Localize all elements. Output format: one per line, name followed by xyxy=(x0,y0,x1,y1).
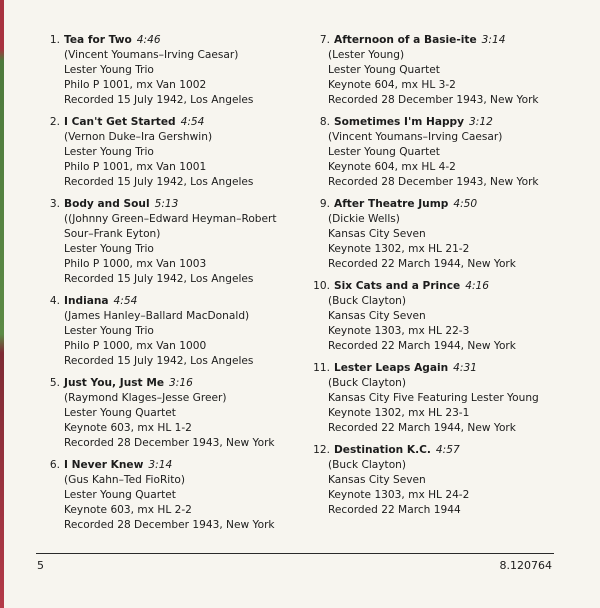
track-detail-line: Recorded 15 July 1942, Los Angeles xyxy=(64,176,254,188)
track-duration: 4:57 xyxy=(435,444,460,456)
track-detail-line: (Dickie Wells) xyxy=(328,213,400,225)
track-detail-line: Recorded 22 March 1944, New York xyxy=(328,258,516,270)
track-heading xyxy=(310,33,585,48)
track-detail-line: Lester Young Trio xyxy=(64,325,154,337)
track-detail-line: Lester Young Quartet xyxy=(64,489,176,501)
track-detail-line: Recorded 22 March 1944, New York xyxy=(328,340,516,352)
track-detail-line: Lester Young Trio xyxy=(64,64,154,76)
track-detail-line: Sour–Frank Eyton) xyxy=(64,228,161,240)
track-heading xyxy=(310,115,585,130)
track-entry xyxy=(310,361,585,436)
track-entry xyxy=(42,294,304,369)
track-detail-line: Keynote 1302, mx HL 23-1 xyxy=(328,407,470,419)
track-title: I Never Knew xyxy=(64,459,144,471)
track-number: 4. xyxy=(49,295,60,307)
track-duration: 4:46 xyxy=(136,34,161,46)
catalog-number: 8.120764 xyxy=(499,559,552,572)
track-detail-line: Kansas City Seven xyxy=(328,474,426,486)
track-detail-line: Lester Young Quartet xyxy=(328,64,440,76)
track-heading xyxy=(42,294,304,309)
track-detail-line: Recorded 22 March 1944 xyxy=(328,504,461,516)
track-detail-line: (Lester Young) xyxy=(328,49,405,61)
track-detail-line: (Vincent Youmans–Irving Caesar) xyxy=(64,49,239,61)
track-heading xyxy=(310,197,585,212)
track-detail-line: Recorded 28 December 1943, New York xyxy=(64,437,275,449)
track-duration: 5:13 xyxy=(154,198,179,210)
track-detail-line: (James Hanley–Ballard MacDonald) xyxy=(64,310,250,322)
track-entry xyxy=(42,376,304,451)
track-title: Destination K.C. xyxy=(334,444,431,456)
track-detail-line: Recorded 28 December 1943, New York xyxy=(328,94,539,106)
track-heading xyxy=(42,33,304,48)
track-number: 8. xyxy=(319,116,330,128)
track-detail-line: Philo P 1001, mx Van 1002 xyxy=(64,79,207,91)
track-number: 12. xyxy=(313,444,330,456)
track-entry xyxy=(42,33,304,108)
track-duration: 3:14 xyxy=(481,34,506,46)
track-number: 6. xyxy=(49,459,60,471)
track-detail-line: Keynote 603, mx HL 1-2 xyxy=(64,422,192,434)
track-detail-line: ((Johnny Green–Edward Heyman–Robert xyxy=(64,213,277,225)
track-detail-line: Keynote 604, mx HL 4-2 xyxy=(328,161,456,173)
track-entry xyxy=(42,197,304,287)
track-entry xyxy=(310,197,585,272)
track-detail-line: Recorded 22 March 1944, New York xyxy=(328,422,516,434)
track-detail-line: (Raymond Klages–Jesse Greer) xyxy=(64,392,227,404)
track-title: After Theatre Jump xyxy=(334,198,449,210)
track-detail-line: (Gus Kahn–Ted FioRito) xyxy=(64,474,186,486)
track-detail-line: Kansas City Seven xyxy=(328,310,426,322)
track-number: 7. xyxy=(319,34,330,46)
track-duration: 4:50 xyxy=(453,198,478,210)
track-duration: 4:16 xyxy=(465,280,489,292)
track-number: 2. xyxy=(49,116,60,128)
track-entry xyxy=(310,115,585,190)
track-detail-line: Lester Young Quartet xyxy=(64,407,176,419)
track-number: 9. xyxy=(319,198,330,210)
track-detail-line: Philo P 1000, mx Van 1000 xyxy=(64,340,207,352)
track-title: Tea for Two xyxy=(64,34,132,46)
track-title: Lester Leaps Again xyxy=(334,362,449,374)
track-duration: 4:54 xyxy=(113,295,138,307)
track-number: 1. xyxy=(49,34,60,46)
page-number: 5 xyxy=(37,559,44,572)
track-entry xyxy=(42,458,304,533)
track-list-left xyxy=(42,33,304,540)
track-duration: 3:12 xyxy=(469,116,493,128)
track-detail-line: Lester Young Quartet xyxy=(328,146,440,158)
track-entry xyxy=(310,443,585,518)
track-heading xyxy=(42,197,304,212)
track-heading xyxy=(42,376,304,391)
track-number: 10. xyxy=(313,280,330,292)
track-number: 11. xyxy=(313,362,330,374)
track-detail-line: (Vernon Duke–Ira Gershwin) xyxy=(64,131,213,143)
track-title: Afternoon of a Basie-ite xyxy=(334,34,477,46)
track-detail-line: (Buck Clayton) xyxy=(328,377,407,389)
track-heading xyxy=(42,458,304,473)
track-detail-line: Keynote 1303, mx HL 24-2 xyxy=(328,489,470,501)
track-detail-line: Lester Young Trio xyxy=(64,146,154,158)
track-detail-line: Keynote 1302, mx HL 21-2 xyxy=(328,243,470,255)
track-detail-line: Lester Young Trio xyxy=(64,243,154,255)
track-detail-line: Philo P 1000, mx Van 1003 xyxy=(64,258,207,270)
track-heading xyxy=(310,443,585,458)
track-detail-line: Recorded 28 December 1943, New York xyxy=(64,519,275,531)
track-detail-line: (Vincent Youmans–Irving Caesar) xyxy=(328,131,503,143)
track-title: Just You, Just Me xyxy=(64,377,165,389)
track-detail-line: (Buck Clayton) xyxy=(328,295,407,307)
track-entry xyxy=(310,33,585,108)
track-heading xyxy=(42,115,304,130)
track-number: 5. xyxy=(49,377,60,389)
track-heading xyxy=(310,279,585,294)
track-detail-line: Recorded 15 July 1942, Los Angeles xyxy=(64,355,254,367)
track-title: Indiana xyxy=(64,295,109,307)
track-duration: 4:54 xyxy=(180,116,205,128)
track-detail-line: Kansas City Five Featuring Lester Young xyxy=(328,392,539,404)
track-detail-line: Recorded 15 July 1942, Los Angeles xyxy=(64,94,254,106)
track-entry xyxy=(42,115,304,190)
footer-divider xyxy=(36,553,554,554)
track-title: Six Cats and a Prince xyxy=(334,280,461,292)
track-title: I Can't Get Started xyxy=(64,116,176,128)
track-entry xyxy=(310,279,585,354)
track-duration: 4:31 xyxy=(453,362,477,374)
track-detail-line: Philo P 1001, mx Van 1001 xyxy=(64,161,207,173)
track-detail-line: Kansas City Seven xyxy=(328,228,426,240)
track-list-right xyxy=(310,33,585,525)
track-detail-line: Keynote 1303, mx HL 22-3 xyxy=(328,325,470,337)
track-heading xyxy=(310,361,585,376)
track-detail-line: Recorded 28 December 1943, New York xyxy=(328,176,539,188)
track-duration: 3:16 xyxy=(169,377,193,389)
track-detail-line: Keynote 603, mx HL 2-2 xyxy=(64,504,192,516)
track-number: 3. xyxy=(49,198,60,210)
decorative-edge-stripe xyxy=(0,0,4,608)
track-title: Sometimes I'm Happy xyxy=(334,116,465,128)
track-detail-line: Keynote 604, mx HL 3-2 xyxy=(328,79,456,91)
track-detail-line: Recorded 15 July 1942, Los Angeles xyxy=(64,273,254,285)
track-duration: 3:14 xyxy=(148,459,173,471)
track-detail-line: (Buck Clayton) xyxy=(328,459,407,471)
track-title: Body and Soul xyxy=(64,198,150,210)
